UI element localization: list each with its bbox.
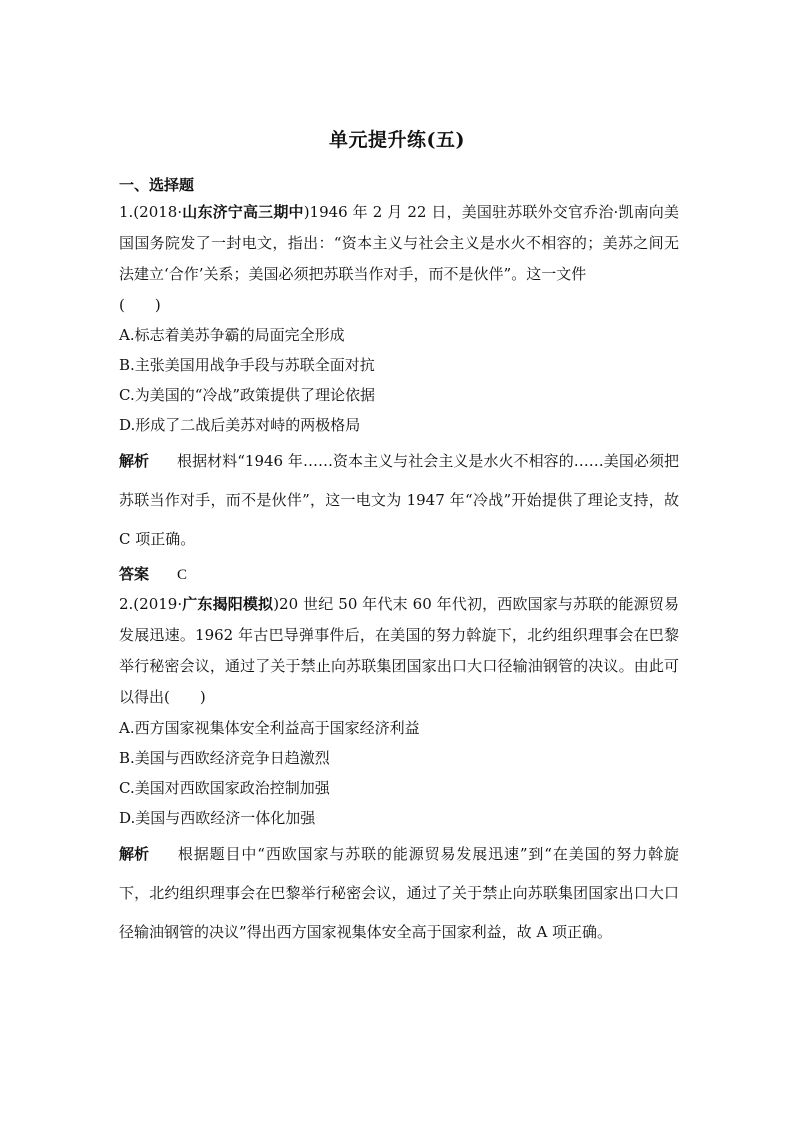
question-1 xyxy=(119,197,679,589)
question-stem xyxy=(119,589,679,713)
document-body xyxy=(119,173,679,952)
option-a: A.西方国家视集体安全利益高于国家经济利益 xyxy=(119,719,420,737)
option-b: B.主张美国用战争手段与苏联全面对抗 xyxy=(119,356,375,374)
answer-label: 答案 xyxy=(119,565,150,583)
question-stem xyxy=(119,197,679,290)
analysis xyxy=(119,835,679,952)
analysis-label: 解析 xyxy=(119,452,150,470)
option-c: C.为美国的“冷战”政策提供了理论依据 xyxy=(119,386,376,404)
question-text: )1946 年 2 月 22 日，美国驻苏联外交官乔治·凯南向美国国务院发了一封电文，指出：“资本主义与社会主义是水火不相容的；美苏之间无法建立‘合作’关系；美国必须把苏联当作对手，而不是伙伴”。这一文件 xyxy=(119,203,679,283)
analysis xyxy=(119,442,679,559)
analysis-label: 解析 xyxy=(119,845,150,863)
answer-blank: ( ) xyxy=(119,296,161,314)
question-number: 1.(2018· xyxy=(119,203,183,221)
question-number: 2.(2019· xyxy=(119,595,183,613)
option-b: B.美国与西欧经济竞争日趋激烈 xyxy=(119,749,330,767)
section-heading: 一、选择题 xyxy=(119,176,195,194)
option-d: D.美国与西欧经济一体化加强 xyxy=(119,809,316,827)
page-title: 单元提升练(五) xyxy=(329,129,465,151)
option-d: D.形成了二战后美苏对峙的两极格局 xyxy=(119,416,361,434)
answer-value: C xyxy=(177,567,188,583)
option-c: C.美国对西欧国家政治控制加强 xyxy=(119,779,330,797)
question-text: )20 世纪 50 年代末 60 年代初，西欧国家与苏联的能源贸易发展迅速。1962 年古巴导弹事件后，在美国的努力斡旋下，北约组织理事会在巴黎举行秘密会议，通过了关于禁止向苏联集团国家出口大口径输油钢管的决议。由此可以得出( ) xyxy=(119,595,679,706)
question-source: 山东济宁高三期中 xyxy=(182,203,304,221)
option-a: A.标志着美苏争霸的局面完全形成 xyxy=(119,326,345,344)
analysis-text: 根据题目中“西欧国家与苏联的能源贸易发展迅速”到“在美国的努力斡旋下，北约组织理事会在巴黎举行秘密会议，通过了关于禁止向苏联集团国家出口大口径输油钢管的决议”得出西方国家视集体安全高于国家利益，故 A 项正确。 xyxy=(119,845,679,941)
question-2 xyxy=(119,589,679,952)
analysis-text: 根据材料“1946 年……资本主义与社会主义是水火不相容的……美国必须把苏联当作对手，而不是伙伴”，这一电文为 1947 年“冷战”开始提供了理论支持，故 C 项正确。 xyxy=(119,452,679,548)
question-source: 广东揭阳模拟 xyxy=(182,595,274,613)
answer xyxy=(119,559,679,589)
